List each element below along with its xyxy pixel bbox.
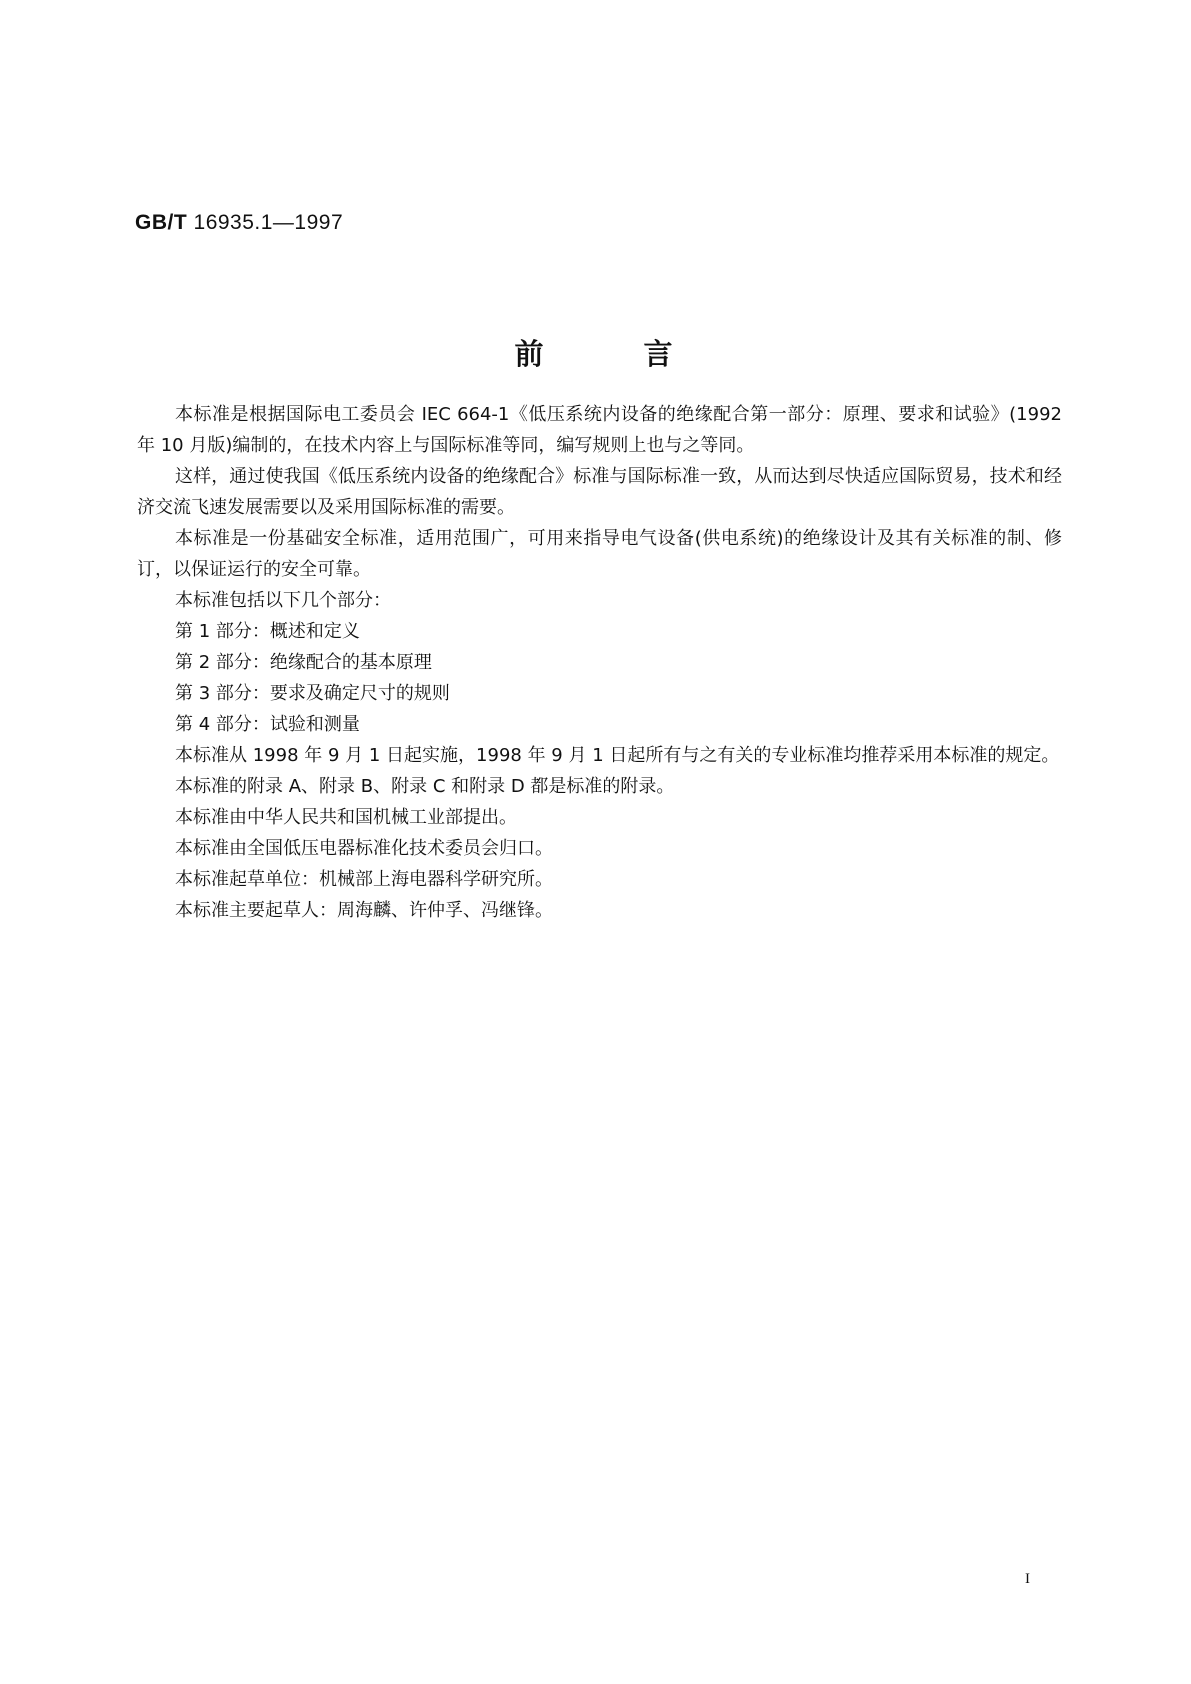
page-number: I (1025, 1571, 1030, 1587)
standard-number: 16935.1—1997 (193, 211, 344, 234)
page-title-char-1: 前 (514, 337, 548, 371)
paragraph-drafters: 本标准主要起草人：周海麟、许仲孚、冯继锋。 (175, 900, 553, 921)
foreword-body (137, 399, 1062, 926)
paragraph-effective-date: 本标准从 1998 年 9 月 1 日起实施，1998 年 9 月 1 日起所有与之有关的专业标准均推荐采用本标准的规定。 (175, 745, 1060, 766)
paragraph-centralized-by: 本标准由全国低压电器标准化技术委员会归口。 (175, 838, 553, 859)
standard-prefix: GB/T (135, 211, 188, 234)
paragraph-drafting-unit: 本标准起草单位：机械部上海电器科学研究所。 (175, 869, 553, 890)
page-title (0, 332, 1191, 373)
paragraph-purpose: 这样，通过使我国《低压系统内设备的绝缘配合》标准与国际标准一致，从而达到尽快适应国际贸易，技术和经济交流飞速发展需要以及采用国际标准的需要。 (137, 466, 1062, 518)
paragraph-part-1: 第 1 部分：概述和定义 (175, 621, 360, 642)
page-title-char-2: 言 (643, 337, 677, 371)
paragraph-proposed-by: 本标准由中华人民共和国机械工业部提出。 (175, 807, 517, 828)
paragraph-basis: 本标准是根据国际电工委员会 IEC 664-1《低压系统内设备的绝缘配合第一部分：原理、要求和试验》(1992 年 10 月版)编制的，在技术内容上与国际标准等同，编写规则上也与之等同。 (137, 404, 1062, 456)
paragraph-part-4: 第 4 部分：试验和测量 (175, 714, 360, 735)
standard-code (135, 211, 343, 235)
paragraph-appendices: 本标准的附录 A、附录 B、附录 C 和附录 D 都是标准的附录。 (175, 776, 675, 797)
paragraph-scope: 本标准是一份基础安全标准，适用范围广，可用来指导电气设备(供电系统)的绝缘设计及其有关标准的制、修订，以保证运行的安全可靠。 (137, 528, 1062, 580)
paragraph-parts-intro: 本标准包括以下几个部分： (175, 590, 391, 611)
paragraph-part-3: 第 3 部分：要求及确定尺寸的规则 (175, 683, 450, 704)
paragraph-part-2: 第 2 部分：绝缘配合的基本原理 (175, 652, 432, 673)
